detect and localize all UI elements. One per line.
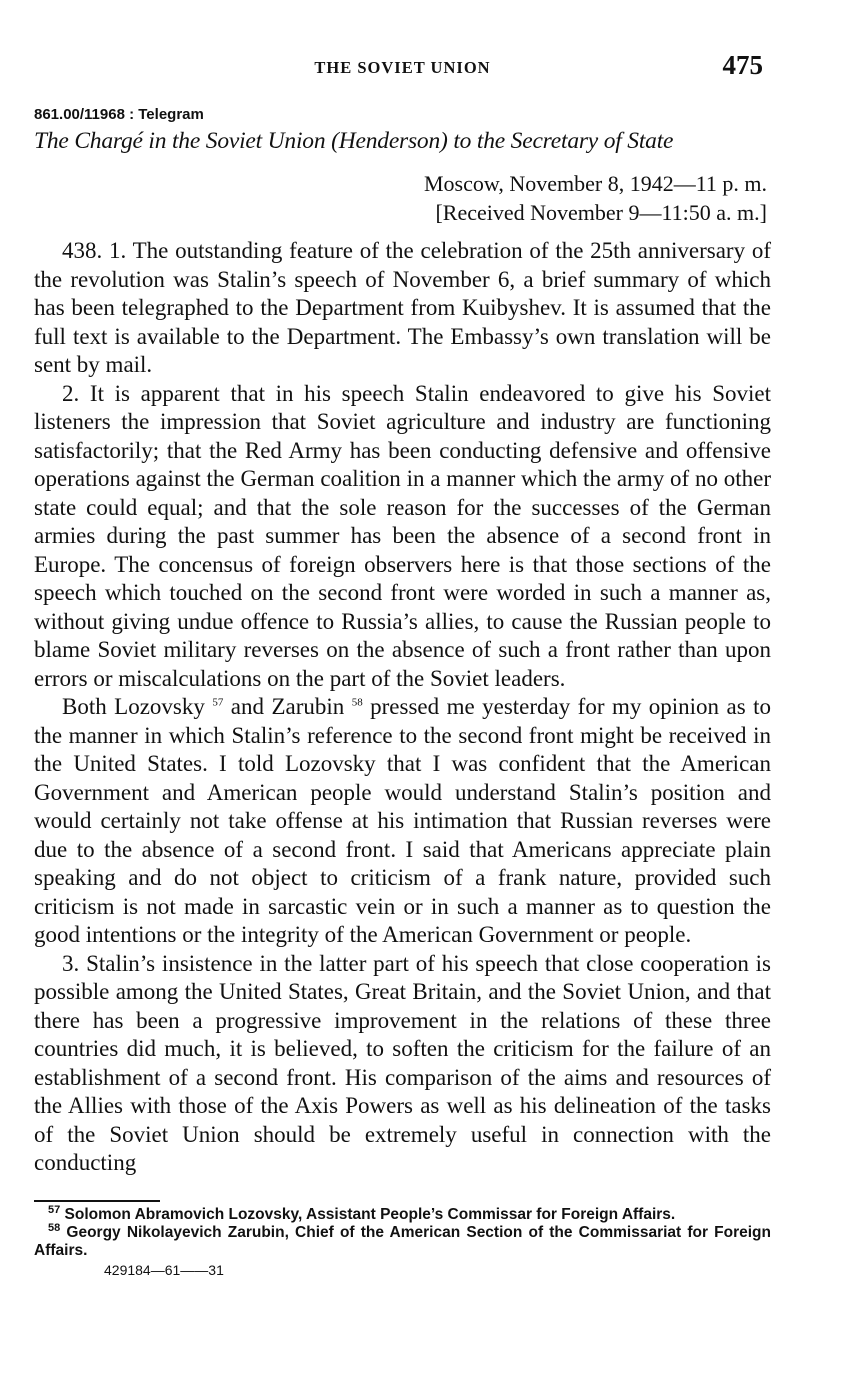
print-code: 429184—61——31 bbox=[104, 1261, 224, 1278]
dateline-received: [Received November 9—11:50 a. m.] bbox=[435, 200, 767, 225]
footnote-marker: 58 bbox=[48, 1221, 61, 1234]
paragraph-1: 438. 1. The outstanding feature of the celebration of the 25th anniversary of the revolution was Stalin’s speech of November 6, a brief summary of which has been telegraphed to the Department from Kuibyshev. It is assumed that the full text is available to the Department. The Embassy’s own translation will be sent by mail. bbox=[34, 238, 771, 377]
footnote-text: Solomon Abramovich Lozovsky, Assistant People’s Commissar for Foreign Affairs. bbox=[60, 1205, 676, 1223]
footnote-ref-58: 58 bbox=[351, 696, 363, 709]
document-page bbox=[34, 48, 771, 1278]
running-head bbox=[34, 48, 771, 88]
telegram-body bbox=[34, 237, 771, 1178]
paragraph-2: 2. It is apparent that in his speech Stalin endeavored to give his Soviet listeners the impression that Soviet agriculture and industry are functioning satisfactorily; that the Red Army has been conducting defensive and offensive operations against the German coalition in a manner which the army of no other state could equal; and that the sole reason for the successes of the German armies during the past summer has been the absence of a second front in Europe. The concensus of foreign observers here is that those sections of the speech which touched on the second front were worded in such a manner as, without giving undue offence to Russia’s allies, to cause the Russian people to blame Soviet military reverses on the absence of such a front rather than upon errors or miscalculations on the part of the Soviet leaders. bbox=[34, 380, 771, 691]
footnote-rule bbox=[34, 1200, 160, 1202]
footnote-ref-57: 57 bbox=[212, 696, 224, 709]
paragraph-3-part-b: and Zarubin bbox=[223, 694, 352, 719]
file-number: 861.00/11968 : Telegram bbox=[34, 106, 204, 123]
paragraph-4: 3. Stalin’s insistence in the latter part of his speech that close cooperation is possible among the United States, Great Britain, and the Soviet Union, and that there has been a progressive improvement in the relations of these three countries did much, it is believed, to soften the criticism for the failure of an establishment of a second front. His comparison of the aims and resources of the Allies with those of the Axis Powers as well as his delineation of the tasks of the Soviet Union should be extremely useful in connection with the conducting bbox=[34, 950, 771, 1175]
running-title: THE SOVIET UNION bbox=[314, 58, 491, 77]
paragraph-3 bbox=[34, 693, 771, 950]
document-title: The Chargé in the Soviet Union (Henderson) to the Secretary of State bbox=[34, 128, 674, 154]
footnote-marker: 57 bbox=[48, 1203, 61, 1216]
footnote-text: Georgy Nikolayevich Zarubin, Chief of the American Section of the Commissariat for Foreign Affairs. bbox=[34, 1223, 771, 1259]
footnote-58 bbox=[34, 1221, 771, 1260]
page-number: 475 bbox=[722, 50, 763, 80]
footnotes bbox=[34, 1203, 771, 1260]
paragraph-3-part-c: pressed me yesterday for my opinion as to the manner in which Stalin’s reference to the second front might be received in the United States. I told Lozovsky that I was confident that the American Government and American people would understand Stalin’s position and would certainly not take offense at his intimation that Russian reverses were due to the absence of a second front. I said that Americans appreciate plain speaking and do not object to criticism of a frank nature, provided such criticism is not made in sarcastic vein or in such a manner as to question the good intentions or the integrity of the American Government or people. bbox=[34, 694, 772, 947]
dateline-place-time: Moscow, November 8, 1942—11 p. m. bbox=[424, 171, 767, 196]
paragraph-3-part-a: Both Lozovsky bbox=[62, 694, 213, 719]
footnote-57 bbox=[34, 1203, 771, 1224]
dateline bbox=[34, 169, 771, 227]
